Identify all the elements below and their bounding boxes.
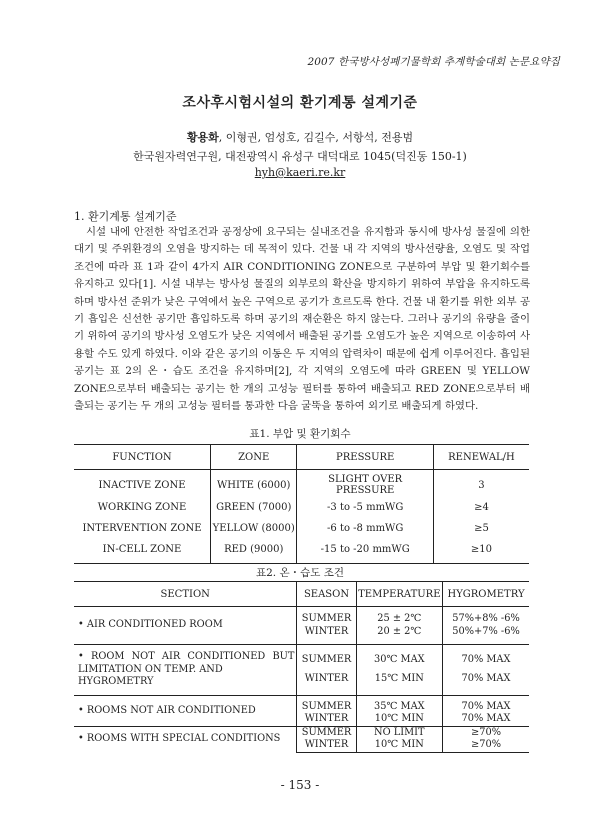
table-cell: ≥70%: [443, 739, 529, 752]
table-cell: 70% MAX: [443, 695, 529, 713]
table-row: [74, 470, 529, 498]
table-cell: 3: [433, 470, 529, 498]
table-cell: SUMMER: [297, 726, 356, 739]
table-cell: ≥4: [433, 497, 529, 518]
page-number: - 153 -: [280, 778, 320, 792]
table-cell: WORKING ZONE: [97, 502, 187, 513]
section-cell: [74, 645, 297, 696]
table2-header-temperature: TEMPERATURE: [356, 582, 442, 607]
table-cell: INTERVENTION ZONE: [82, 523, 202, 534]
author-list: [0, 129, 600, 145]
table-cell: 57%+8% -6%: [443, 607, 529, 626]
table-cell: 15℃ MIN: [356, 670, 442, 695]
affiliation: 한국원자력연구원, 대전광역시 유성구 대덕대로 1045(덕진동 150-1): [133, 150, 467, 163]
section-line: LIMITATION ON TEMP. AND HYGROMETRY: [78, 663, 223, 687]
table-cell: IN-CELL ZONE: [74, 539, 211, 564]
table-cell: 10℃ MIN: [356, 739, 442, 752]
table-cell: WINTER: [297, 670, 356, 695]
table-cell: ≥10: [433, 539, 529, 564]
author-email[interactable]: hyh@kaeri.re.kr: [254, 166, 346, 179]
table-cell: 25 ± 2℃: [356, 607, 442, 626]
table1-header-renewal: RENEWAL/H: [433, 445, 529, 470]
table-cell: WHITE (6000): [211, 470, 297, 498]
table2-header-section: SECTION: [74, 582, 297, 607]
table-cell: 50%+7% -6%: [443, 626, 529, 645]
table-cell: 70% MAX: [443, 645, 529, 670]
section-cell: • ROOMS NOT AIR CONDITIONED: [74, 695, 297, 726]
table-row: [74, 518, 529, 539]
table-cell: -6 to -8 mmWG: [297, 518, 434, 539]
table1-header-function: FUNCTION: [74, 445, 211, 470]
table-cell: SUMMER: [297, 607, 356, 626]
table-row: [74, 726, 529, 739]
table-cell: RED (9000): [211, 539, 297, 564]
body-paragraph: 시설 내에 안전한 작업조건과 공정상에 요구되는 실내조건을 유지함과 동시에 방사성 물질에 의한 대기 및 주위환경의 오염을 방지하는 데 목적이 있다. 건물 내 각 지역의 방사선량율, 오염도 및 작업조건에 따라 표 1과 같이 4가지 AIR CONDITIONING ZONE으로 구분하여 부압 및 환기회수를 유지하고 있다[1]. 시설 내부는 방사성 물질의 외부로의 확산을 방지하기 위하여 부압을 유지하도록 하며 방사선 준위가 낮은 구역에서 높은 구역으로 공기가 흐르도록 한다. 건물 내 환기를 위한 외부 공기 흡입은 신선한 공기만 흡입하도록 하며 공기의 재순환은 하지 않는다. 그러나 공기의 유량을 줄이기 위하여 공기의 방사성 오염도가 낮은 지역에서 배출된 공기를 오염도가 높은 지역으로 이송하여 사용할 수도 있게 하였다. 이와 같은 공기의 이동은 두 지역의 압력차이 때문에 쉽게 이루어진다. 흡입된 공기는 표 2의 온・습도 조건을 유지하며[2], 각 지역의 오염도에 따라 GREEN 및 YELLOW ZONE으로부터 배출되는 공기는 한 개의 고성능 필터를 통하여 배출되고 RED ZONE으로부터 배출되는 공기는 두 개의 고성능 필터를 통과한 다음 굴뚝을 통하여 외기로 배출되게 하였다.: [74, 226, 530, 413]
presenting-author: 황용화: [186, 131, 219, 144]
table-cell: SUMMER: [297, 645, 356, 670]
table1-header-row: [74, 445, 529, 470]
table-cell: INACTIVE ZONE: [98, 479, 186, 491]
table2-header-row: [74, 582, 529, 607]
table-cell: WINTER: [297, 713, 356, 726]
table-cell: 35℃ MAX: [356, 695, 442, 713]
section-heading: 1. 환기계통 설계기준: [74, 210, 177, 223]
section-cell: • ROOMS WITH SPECIAL CONDITIONS: [74, 726, 297, 752]
table1-pressure-renewal: [74, 444, 529, 564]
table-cell: -3 to -5 mmWG: [297, 497, 434, 518]
table-cell: WINTER: [297, 626, 356, 645]
table2-header-hygrometry: HYGROMETRY: [443, 582, 529, 607]
table2-temp-humidity: [74, 581, 529, 753]
table-row: [74, 607, 529, 626]
table-cell: NO LIMIT: [356, 726, 442, 739]
table-cell: YELLOW (8000): [211, 518, 297, 539]
table-cell: 30℃ MAX: [356, 645, 442, 670]
section-line: • ROOM NOT AIR CONDITIONED BUT: [78, 651, 295, 662]
table-cell: ≥70%: [443, 726, 529, 739]
section-cell: • AIR CONDITIONED ROOM: [78, 619, 223, 631]
table-cell: 10℃ MIN: [356, 713, 442, 726]
table2-header-season: SEASON: [297, 582, 356, 607]
table-cell: GREEN (7000): [211, 497, 297, 518]
table2-caption: 표2. 온・습도 조건: [255, 567, 345, 579]
table-cell: SLIGHT OVER PRESSURE: [297, 470, 434, 498]
table-row: [74, 539, 529, 564]
table-row: [74, 497, 529, 518]
table-cell: SUMMER: [297, 695, 356, 713]
table-row: [74, 645, 529, 670]
paper-title: 조사후시험시설의 환기계통 설계기준: [182, 95, 418, 111]
table-cell: 20 ± 2℃: [356, 626, 442, 645]
table-cell: 70% MAX: [443, 713, 529, 726]
table1-header-zone: ZONE: [211, 445, 297, 470]
table-cell: ≥5: [433, 518, 529, 539]
table-cell: WINTER: [297, 739, 356, 752]
table1-caption: 표1. 부압 및 환기회수: [249, 428, 351, 440]
proceedings-header: 2007 한국방사성폐기물학회 추계학술대회 논문요약집: [307, 56, 560, 68]
table-row: [74, 695, 529, 713]
table-cell: -15 to -20 mmWG: [297, 539, 434, 564]
table1-header-pressure: PRESSURE: [297, 445, 434, 470]
co-authors: , 이형권, 엄성호, 김길수, 서항석, 전용범: [218, 131, 414, 144]
table-cell: 70% MAX: [443, 670, 529, 695]
